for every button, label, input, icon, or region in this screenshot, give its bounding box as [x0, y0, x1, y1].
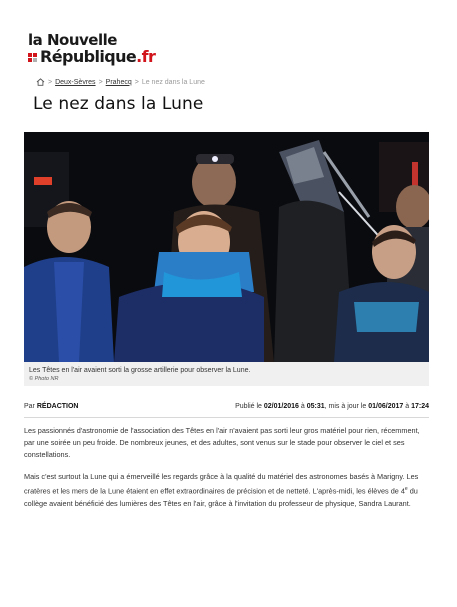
photo-caption: Les Têtes en l'air avaient sorti la grosse artillerie pour observer la Lune. — [29, 367, 251, 374]
author-name[interactable]: RÉDACTION — [36, 403, 79, 410]
published-time: 05:31 — [306, 403, 325, 410]
updated-date: 01/06/2017 — [368, 403, 404, 410]
updated-at: à — [405, 403, 410, 410]
published-prefix: Publié le — [235, 403, 262, 410]
photo-caption-box — [24, 362, 429, 386]
author-prefix: Par — [24, 403, 35, 410]
logo-line2: République — [40, 47, 137, 66]
logo-mark-icon — [28, 53, 37, 62]
article-photo[interactable] — [24, 132, 429, 362]
published-at: à — [300, 403, 305, 410]
article-meta — [24, 403, 429, 410]
home-icon[interactable] — [36, 78, 45, 86]
updated-time: 17:24 — [411, 403, 429, 410]
site-logo[interactable] — [28, 33, 155, 65]
breadcrumb-separator: > — [134, 78, 139, 86]
breadcrumb-link-deux-sevres[interactable]: Deux-Sèvres — [55, 78, 96, 86]
updated-prefix: , mis à jour le — [324, 403, 367, 410]
article-body — [24, 425, 429, 520]
article-title: Le nez dans la Lune — [33, 94, 204, 114]
photo-illustration — [24, 132, 429, 362]
breadcrumb-separator: > — [98, 78, 103, 86]
logo-line1: la Nouvelle — [28, 31, 117, 49]
breadcrumb — [36, 78, 205, 86]
publication-dates — [235, 403, 429, 410]
paragraph: Les passionnés d'astronomie de l'association des Têtes en l'air n'avaient pas sorti leur gros matériel pour rien, récemment, par une soirée un peu froide. De nombreux jeunes, et des adultes, sont venus sur le stade pour observer le ciel et ses constellations. — [24, 426, 420, 460]
meta-divider — [24, 417, 429, 418]
published-date: 02/01/2016 — [263, 403, 299, 410]
logo-suffix: .fr — [136, 47, 156, 66]
paragraph: Mais c'est surtout la Lune qui a émerveillé les regards grâce à la qualité du matériel des astronomes basés à Marigny. Les cratères et les mers de la Lune étaient en effet extraordinaires de précision et de netteté. L'après-midi, les élèves de 4e du collège avaient bénéficié des lumières des Têtes en l'air, grâce à l'invitation du professeur de physique, Sandra Laurant. — [24, 472, 419, 508]
photo-credit: © Photo NR — [29, 376, 59, 382]
author-line — [24, 403, 78, 410]
breadcrumb-link-prahecq[interactable]: Prahecq — [105, 78, 132, 86]
breadcrumb-separator: > — [48, 78, 53, 86]
breadcrumb-current: Le nez dans la Lune — [141, 78, 205, 86]
